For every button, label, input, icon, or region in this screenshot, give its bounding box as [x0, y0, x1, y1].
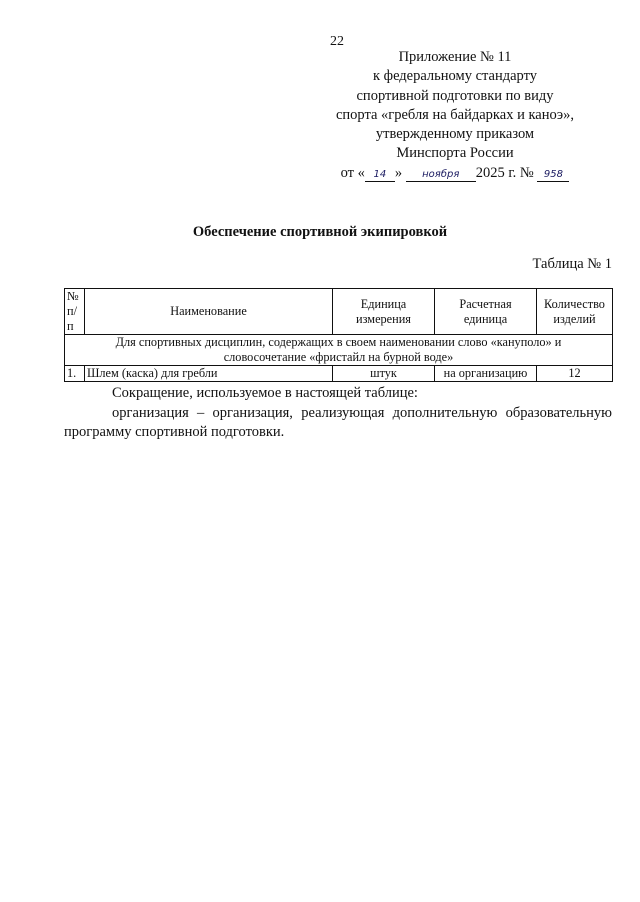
- date-prefix: от «: [340, 164, 365, 181]
- order-date-line: [300, 164, 610, 183]
- appendix-header: [300, 48, 610, 183]
- page-number: 22: [330, 34, 344, 49]
- header-name: Наименование: [85, 289, 333, 335]
- notes: [64, 384, 612, 443]
- header-quantity: Количество изделий: [537, 289, 613, 335]
- handwritten-day: 14: [365, 169, 395, 182]
- appendix-line: к федеральному стандарту: [373, 68, 537, 85]
- header-calc-unit: Расчетная единица: [435, 289, 537, 335]
- date-mid: »: [394, 164, 403, 181]
- year-text: 2025 г. №: [475, 164, 534, 181]
- document-title: Обеспечение спортивной экипировкой: [192, 224, 448, 240]
- appendix-line: Приложение № 11: [398, 49, 512, 65]
- header-unit: Единица измерения: [333, 289, 435, 335]
- table-header-row: [65, 289, 613, 335]
- cell-quantity: 12: [537, 366, 613, 382]
- cell-number: 1.: [65, 366, 85, 382]
- notes-text: организация – организация, реализующая дополнительную образовательную программу спортивной подготовки.: [64, 404, 612, 440]
- handwritten-month: ноября: [406, 169, 476, 182]
- appendix-line: Минспорта России: [396, 145, 514, 162]
- cell-unit: штук: [333, 366, 435, 382]
- table-section-row: [65, 335, 613, 366]
- table-row: [65, 366, 613, 382]
- header-number: № п/п: [65, 289, 85, 335]
- notes-heading: Сокращение, используемое в настоящей таблице:: [112, 385, 418, 401]
- appendix-line: утвержденному приказом: [375, 126, 535, 143]
- appendix-line: спортивной подготовки по виду: [356, 87, 554, 104]
- cell-calc-unit: на организацию: [435, 366, 537, 382]
- handwritten-order-number: 958: [537, 169, 569, 182]
- table-label: Таблица № 1: [532, 256, 612, 272]
- equipment-table: [64, 288, 613, 382]
- section-title: Для спортивных дисциплин, содержащих в своем наименовании слово «кануполо» и словосочетание «фристайл на бурной воде»: [65, 335, 613, 366]
- appendix-line: спорта «гребля на байдарках и каноэ»,: [335, 106, 575, 123]
- cell-name: Шлем (каска) для гребли: [85, 366, 333, 382]
